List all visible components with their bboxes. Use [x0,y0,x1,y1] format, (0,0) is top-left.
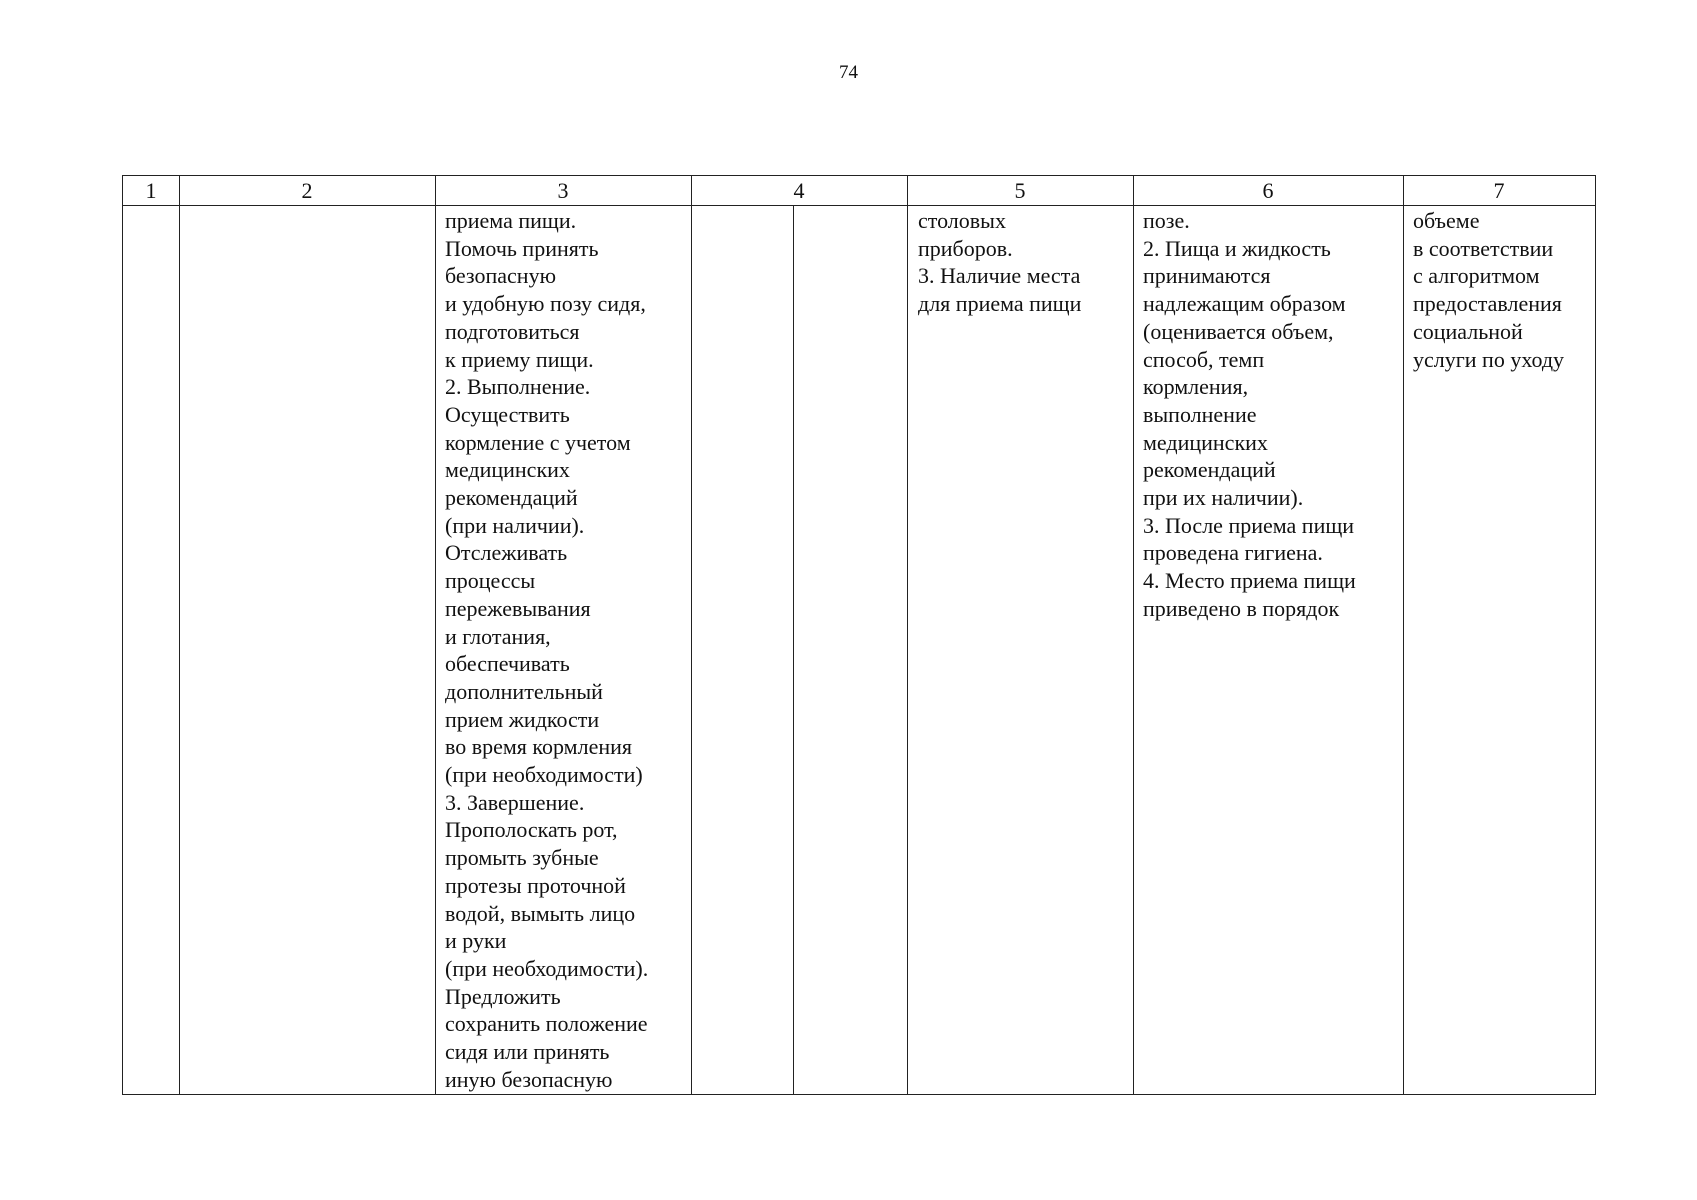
header-col-2: 2 [301,178,313,203]
column-divider [907,176,908,1094]
cell-col-6-result: позе. 2. Пища и жидкость принимаются надлежащим образом (оценивается объем, способ, темп кормления, выполнение медицинских рекомендаций при их наличии). 3. После приема пищи проведена гигиена. 4. Место приема пищи приведено в порядок [1143,208,1356,621]
cell-col-3-procedure: приема пищи. Помочь принять безопасную и удобную позу сидя, подготовиться к приему пищи. 2. Выполнение. Осуществить кормление с учетом медицинских рекомендаций (при наличии). Отслеживать процессы пережевывания и глотания, обеспечивать дополнительный прием жидкости во время кормления (при необходимости) 3. Завершение. Прополоскать рот, промыть зубные протезы проточной водой, вымыть лицо и руки (при необходимости). Предложить сохранить положение сидя или принять иную безопасную [445,208,649,1092]
column-divider [179,176,180,1094]
header-col-1: 1 [145,178,157,203]
page-number: 74 [839,62,858,83]
column-4-inner-divider [793,205,794,1094]
header-col-6: 6 [1262,178,1274,203]
cell-col-5-conditions: столовых приборов. 3. Наличие места для приема пищи [918,208,1082,317]
header-col-5: 5 [1014,178,1026,203]
cell-col-7-volume: объеме в соответствии с алгоритмом предоставления социальной услуги по уходу [1413,208,1565,372]
service-table [122,175,1596,1095]
header-col-3: 3 [557,178,569,203]
header-col-7: 7 [1493,178,1505,203]
column-divider [1133,176,1134,1094]
column-divider [691,176,692,1094]
table-header-row [123,176,1595,206]
header-col-4: 4 [793,178,805,203]
column-divider [1403,176,1404,1094]
column-divider [435,176,436,1094]
